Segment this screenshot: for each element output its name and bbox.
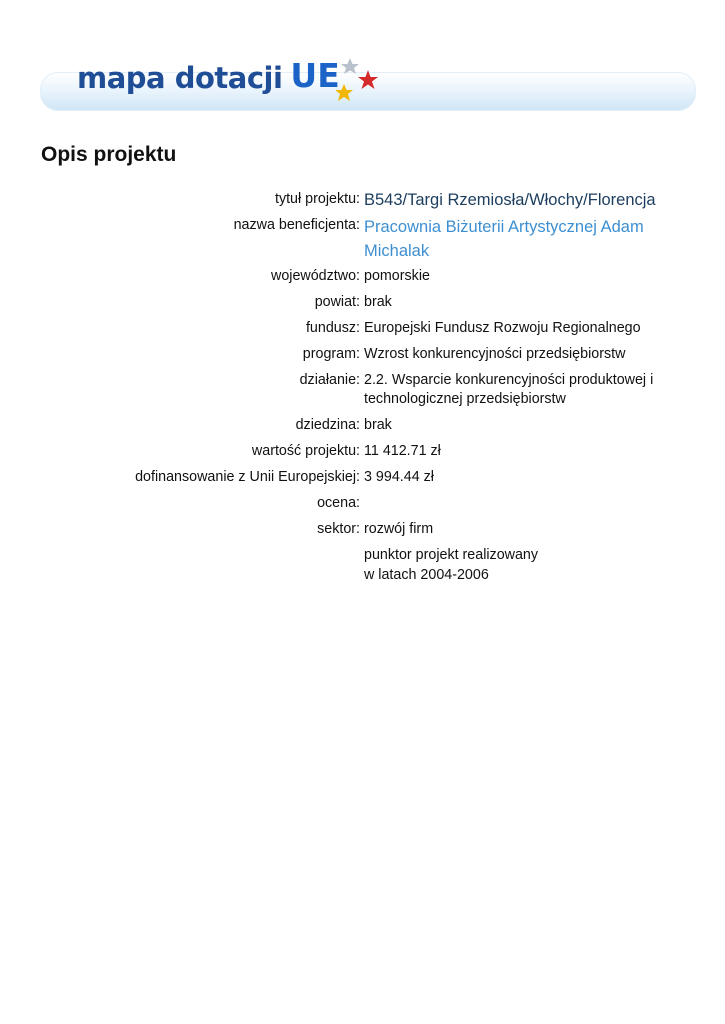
value-title: B543/Targi Rzemiosła/Włochy/Florencja <box>364 191 656 209</box>
detail-row-county <box>0 293 725 312</box>
label-title: tytuł projektu: <box>274 191 360 207</box>
value-county: brak <box>364 294 392 310</box>
value-eu-funding: 3 994.44 zł <box>364 469 434 485</box>
detail-row-program <box>0 345 725 364</box>
label-sector: sektor: <box>317 521 360 537</box>
detail-row-title <box>0 190 725 211</box>
detail-row-sector <box>0 520 725 539</box>
site-logo[interactable] <box>77 56 376 104</box>
detail-row-project-value <box>0 442 725 461</box>
label-domain: dziedzina: <box>295 417 360 433</box>
label-action: działanie: <box>299 372 360 388</box>
label-program: program: <box>302 346 360 362</box>
label-project-value: wartość projektu: <box>251 443 360 459</box>
value-sector: rozwój firm <box>364 521 434 537</box>
label-fund: fundusz: <box>305 320 360 336</box>
page-title: Opis projektu <box>41 143 177 166</box>
value-project-value: 11 412.71 zł <box>364 443 441 459</box>
period-note-line2: w latach 2004-2006 <box>364 567 489 583</box>
value-action: 2.2. Wsparcie konkurencyjności produktowej i technologicznej przedsiębiorstw <box>364 372 654 407</box>
logo-stars-icon <box>336 56 376 104</box>
logo-text: mapa dotacji <box>77 61 283 95</box>
detail-row-domain <box>0 416 725 435</box>
detail-row-eu-funding <box>0 468 725 487</box>
value-voivodeship: pomorskie <box>364 268 430 284</box>
period-note <box>364 545 725 585</box>
detail-row-voivodeship <box>0 267 725 286</box>
value-fund: Europejski Fundusz Rozwoju Regionalnego <box>364 320 641 336</box>
label-eu-funding: dofinansowanie z Unii Europejskiej: <box>135 469 360 485</box>
logo-ue: UE <box>290 56 340 95</box>
beneficiary-link[interactable]: Pracownia Biżuterii Artystycznej Adam Michalak <box>364 218 644 260</box>
label-county: powiat: <box>314 294 360 310</box>
label-rating: ocena: <box>317 495 360 511</box>
project-details <box>0 190 725 585</box>
period-note-line1: punktor projekt realizowany <box>364 547 539 563</box>
label-beneficiary: nazwa beneficjenta: <box>233 217 360 233</box>
label-voivodeship: województwo: <box>271 268 360 284</box>
detail-row-rating <box>0 494 725 513</box>
value-domain: brak <box>364 417 392 433</box>
detail-row-fund <box>0 319 725 338</box>
value-program: Wzrost konkurencyjności przedsiębiorstw <box>364 346 626 362</box>
detail-row-action <box>0 371 725 409</box>
detail-row-beneficiary <box>0 216 725 263</box>
